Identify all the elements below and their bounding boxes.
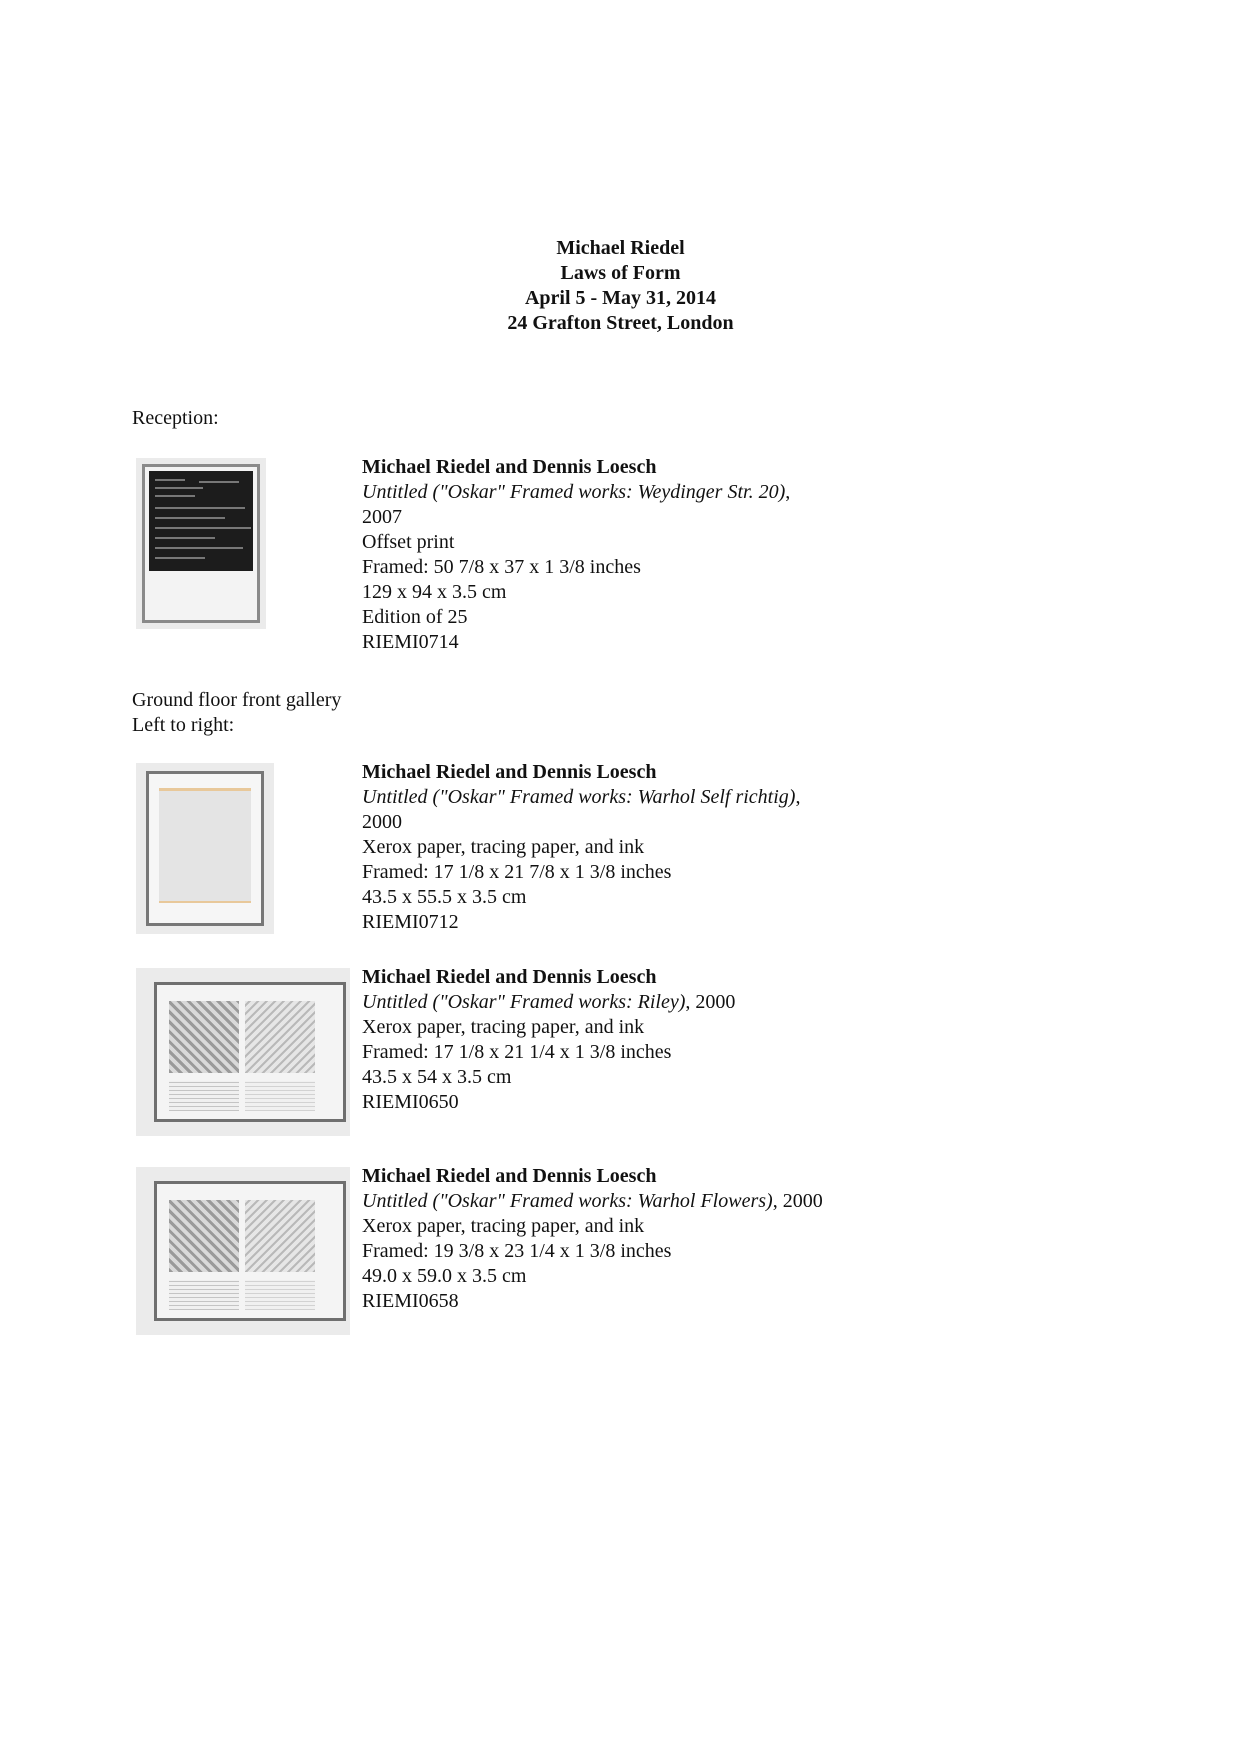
header-exhibition-title: Laws of Form: [560, 262, 681, 284]
artwork-thumbnail: [136, 968, 350, 1136]
artwork-dimensions-inches: Framed: 50 7/8 x 37 x 1 3/8 inches: [362, 556, 641, 578]
artwork-dimensions-inches: Framed: 17 1/8 x 21 1/4 x 1 3/8 inches: [362, 1041, 672, 1063]
section-ground-floor: Ground floor front gallery: [132, 689, 342, 711]
header-artist: Michael Riedel: [556, 237, 685, 259]
artwork-inventory-code: RIEMI0650: [362, 1091, 459, 1113]
artwork-thumbnail: [136, 763, 274, 934]
artwork-dimensions-cm: 49.0 x 59.0 x 3.5 cm: [362, 1265, 527, 1287]
artwork-year: , 2000: [685, 991, 736, 1013]
artwork-year-separator: ,: [785, 481, 791, 503]
artwork-medium: Xerox paper, tracing paper, and ink: [362, 1016, 645, 1038]
header-dates: April 5 - May 31, 2014: [524, 287, 717, 309]
artwork-title: Untitled ("Oskar" Framed works: Warhol Flowers): [362, 1190, 773, 1212]
artwork-edition: Edition of 25: [362, 606, 468, 628]
artwork-artist: Michael Riedel and Dennis Loesch: [362, 456, 657, 478]
header-address: 24 Grafton Street, London: [507, 312, 734, 334]
artwork-year: , 2000: [772, 1190, 823, 1212]
artwork-medium: Xerox paper, tracing paper, and ink: [362, 1215, 645, 1237]
artwork-inventory-code: RIEMI0714: [362, 631, 459, 653]
artwork-details: [362, 1164, 823, 1314]
artwork-title: Untitled ("Oskar" Framed works: Warhol Self richtig): [362, 786, 796, 808]
section-left-to-right: Left to right:: [132, 714, 235, 736]
artwork-artist: Michael Riedel and Dennis Loesch: [362, 761, 657, 783]
exhibition-header: [0, 236, 1241, 336]
artwork-dimensions-cm: 43.5 x 54 x 3.5 cm: [362, 1066, 512, 1088]
artwork-dimensions-inches: Framed: 17 1/8 x 21 7/8 x 1 3/8 inches: [362, 861, 672, 883]
artwork-title: Untitled ("Oskar" Framed works: Riley): [362, 991, 686, 1013]
artwork-details: [362, 760, 800, 935]
artwork-inventory-code: RIEMI0658: [362, 1290, 459, 1312]
artwork-year: 2007: [362, 506, 402, 528]
artwork-medium: Offset print: [362, 531, 455, 553]
artwork-artist: Michael Riedel and Dennis Loesch: [362, 1165, 657, 1187]
artwork-details: [362, 965, 735, 1115]
artwork-dimensions-cm: 129 x 94 x 3.5 cm: [362, 581, 507, 603]
artwork-dimensions-inches: Framed: 19 3/8 x 23 1/4 x 1 3/8 inches: [362, 1240, 672, 1262]
artwork-thumbnail: [136, 458, 266, 629]
section-reception: Reception:: [132, 407, 219, 429]
artwork-details: [362, 455, 790, 655]
artwork-artist: Michael Riedel and Dennis Loesch: [362, 966, 657, 988]
artwork-dimensions-cm: 43.5 x 55.5 x 3.5 cm: [362, 886, 527, 908]
artwork-medium: Xerox paper, tracing paper, and ink: [362, 836, 645, 858]
artwork-title: Untitled ("Oskar" Framed works: Weydinger Str. 20): [362, 481, 786, 503]
artwork-thumbnail: [136, 1167, 350, 1335]
artwork-inventory-code: RIEMI0712: [362, 911, 459, 933]
artwork-year-separator: ,: [795, 786, 801, 808]
artwork-year: 2000: [362, 811, 402, 833]
